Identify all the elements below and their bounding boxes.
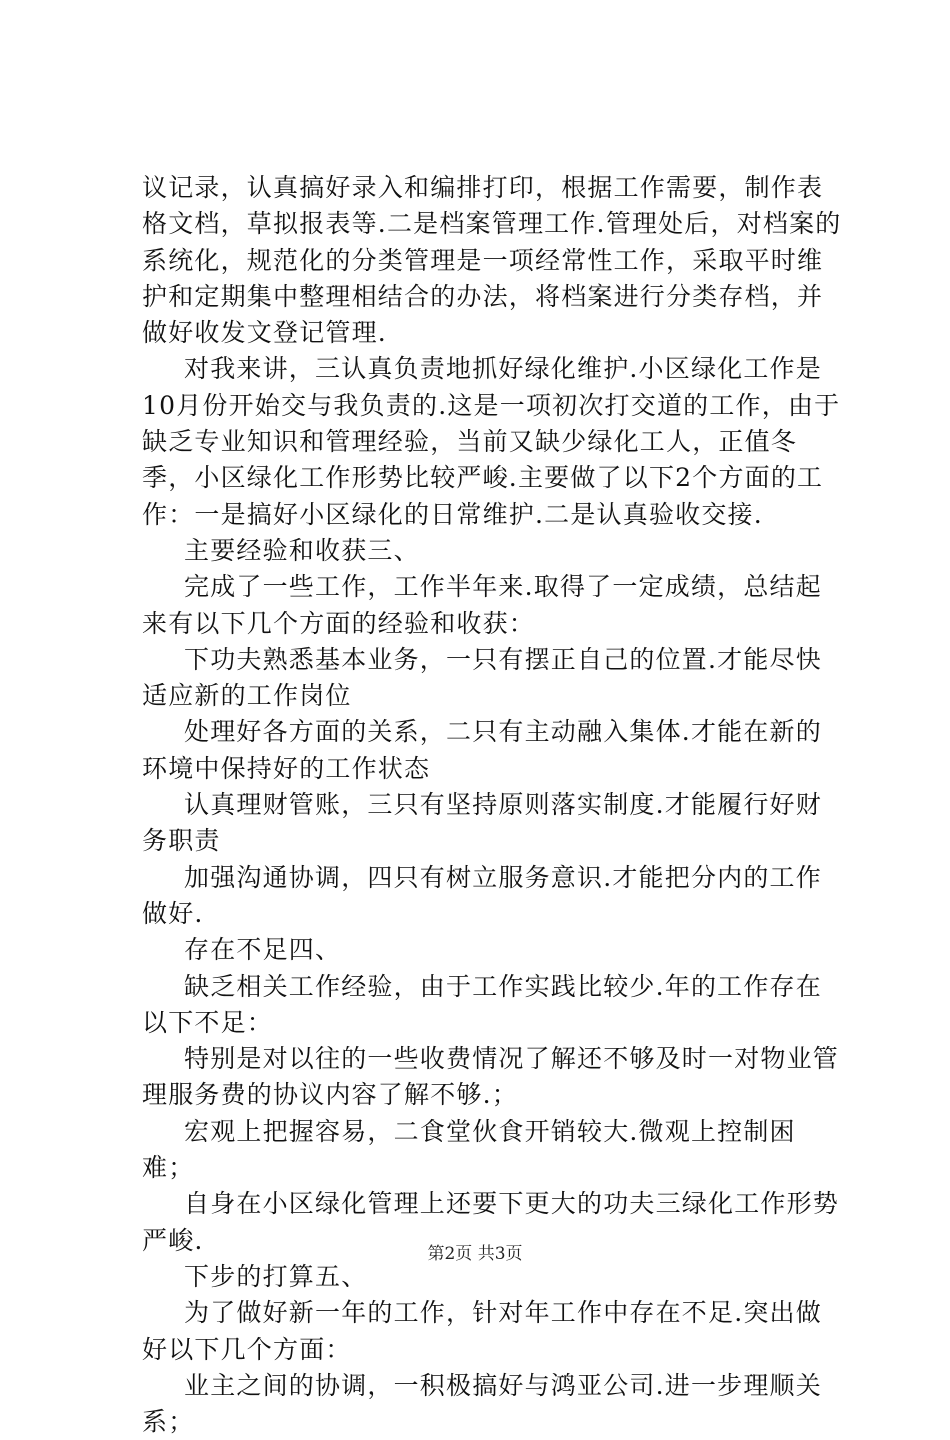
page-number-footer: 第2页 共3页	[427, 1244, 523, 1264]
paragraph-continuation: 议记录，认真搞好录入和编排打印，根据工作需要，制作表格文档，草拟报表等.二是档案管理工作.管理处后，对档案的系统化，规范化的分类管理是一项经常性工作，采取平时维护和定期集中整理相结合的办法，将档案进行分类存档，并做好收发文登记管理.	[142, 173, 842, 348]
paragraph-experience-intro: 完成了一些工作，工作半年来.取得了一定成绩，总结起来有以下几个方面的经验和收获：	[142, 572, 822, 638]
list-item-plan-1: 业主之间的协调，一积极搞好与鸿亚公司.进一步理顺关系；	[142, 1370, 822, 1437]
list-item-experience-1: 下功夫熟悉基本业务，一只有摆正自己的位置.才能尽快适应新的工作岗位	[142, 644, 822, 711]
paragraph-greening: 对我来讲，三认真负责地抓好绿化维护.小区绿化工作是10月份开始交与我负责的.这是一项初次打交道的工作，由于缺乏专业知识和管理经验，当前又缺少绿化工人，正值冬季，小区绿化工作形势比较严峻.主要做了以下2个方面的工作：一是搞好小区绿化的日常维护.二是认真验收交接.	[142, 354, 841, 529]
list-item-experience-3: 认真理财管账，三只有坚持原则落实制度.才能履行好财务职责	[142, 790, 822, 856]
section-heading-experience: 主要经验和收获三、	[184, 535, 420, 565]
section-heading-shortcomings: 存在不足四、	[184, 935, 342, 965]
section-heading-plans: 下步的打算五、	[184, 1261, 368, 1291]
list-item-shortcoming-3: 自身在小区绿化管理上还要下更大的功夫三绿化工作形势严峻.	[142, 1189, 840, 1255]
list-item-shortcoming-1: 特别是对以往的一些收费情况了解还不够及时一对物业管理服务费的协议内容了解不够.；	[142, 1044, 840, 1110]
paragraph-shortcomings-intro: 缺乏相关工作经验，由于工作实践比较少.年的工作存在以下不足：	[142, 971, 822, 1037]
list-item-experience-4: 加强沟通协调，四只有树立服务意识.才能把分内的工作做好.	[142, 862, 822, 928]
list-item-shortcoming-2: 宏观上把握容易，二食堂伙食开销较大.微观上控制困难；	[142, 1116, 796, 1183]
list-item-experience-2: 处理好各方面的关系，二只有主动融入集体.才能在新的环境中保持好的工作状态	[142, 717, 822, 783]
paragraph-plans-intro: 为了做好新一年的工作，针对年工作中存在不足.突出做好以下几个方面：	[142, 1298, 822, 1364]
